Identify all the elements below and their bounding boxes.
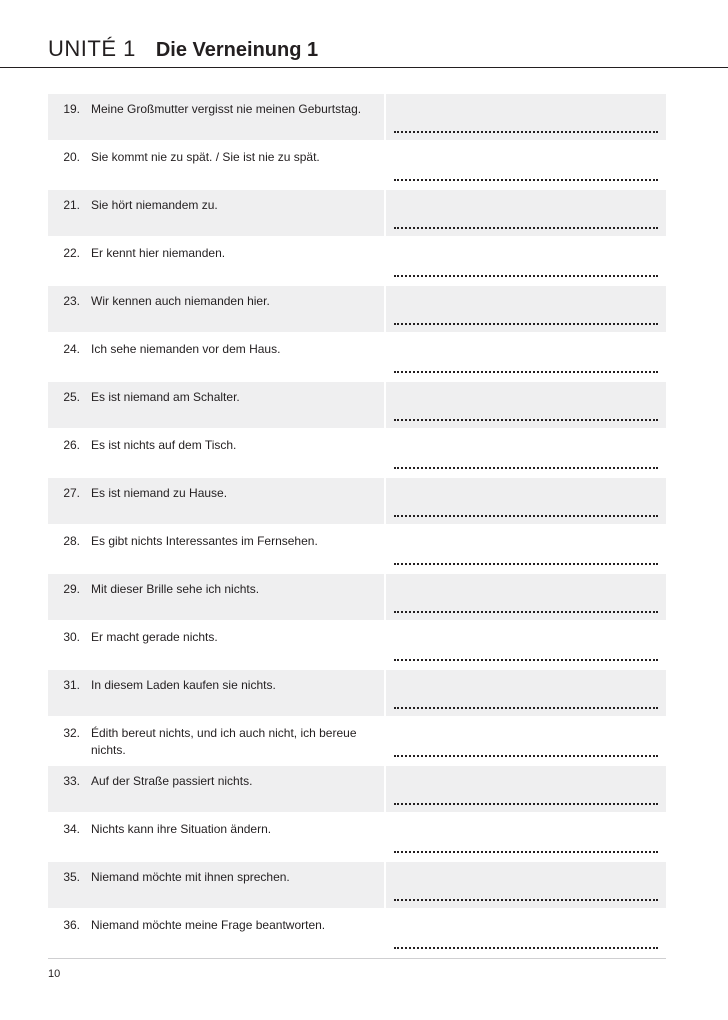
exercise-sentence: Wir kennen auch niemanden hier.	[91, 294, 270, 308]
unit-label: UNITÉ 1	[48, 36, 136, 61]
answer-dotted-line[interactable]	[394, 707, 658, 709]
exercise-number: 36.	[63, 918, 80, 932]
exercise-sentence-cell	[48, 238, 384, 284]
exercise-row	[48, 140, 666, 188]
exercise-row	[48, 92, 666, 140]
exercise-row	[48, 764, 666, 812]
exercise-sentence: Sie kommt nie zu spät. / Sie ist nie zu spät.	[91, 150, 320, 164]
exercise-number: 31.	[63, 678, 80, 692]
exercise-sentence: Er kennt hier niemanden.	[91, 246, 226, 260]
exercise-row	[48, 284, 666, 332]
answer-cell[interactable]	[386, 766, 666, 812]
exercise-sentence-cell	[48, 286, 384, 332]
exercise-sentence-cell	[48, 382, 384, 428]
exercise-row	[48, 908, 666, 956]
answer-dotted-line[interactable]	[394, 947, 658, 949]
exercise-number: 28.	[63, 534, 80, 548]
answer-cell[interactable]	[386, 190, 666, 236]
exercise-sentence: In diesem Laden kaufen sie nichts.	[91, 678, 276, 692]
exercise-sentence-cell	[48, 142, 384, 188]
exercise-sentence: Es gibt nichts Interessantes im Fernsehen.	[91, 534, 318, 548]
answer-dotted-line[interactable]	[394, 899, 658, 901]
exercise-number: 25.	[63, 390, 80, 404]
answer-cell[interactable]	[386, 238, 666, 284]
answer-cell[interactable]	[386, 478, 666, 524]
exercise-row	[48, 428, 666, 476]
exercise-sentence: Niemand möchte mit ihnen sprechen.	[91, 870, 290, 884]
exercise-row	[48, 716, 666, 764]
exercise-row	[48, 332, 666, 380]
answer-dotted-line[interactable]	[394, 371, 658, 373]
exercise-sentence-cell	[48, 814, 384, 860]
answer-dotted-line[interactable]	[394, 275, 658, 277]
answer-dotted-line[interactable]	[394, 227, 658, 229]
answer-dotted-line[interactable]	[394, 515, 658, 517]
exercise-number: 33.	[63, 774, 80, 788]
exercise-row	[48, 620, 666, 668]
exercise-sentence: Édith bereut nichts, und ich auch nicht, ich bereue nichts.	[91, 726, 357, 757]
exercise-table	[48, 92, 666, 956]
exercise-sentence-cell	[48, 670, 384, 716]
exercise-row	[48, 572, 666, 620]
exercise-number: 23.	[63, 294, 80, 308]
exercise-sentence: Es ist nichts auf dem Tisch.	[91, 438, 237, 452]
page-header	[48, 36, 318, 66]
exercise-sentence-cell	[48, 862, 384, 908]
answer-cell[interactable]	[386, 334, 666, 380]
exercise-number: 19.	[63, 102, 80, 116]
answer-cell[interactable]	[386, 382, 666, 428]
answer-dotted-line[interactable]	[394, 179, 658, 181]
answer-dotted-line[interactable]	[394, 467, 658, 469]
exercise-row	[48, 236, 666, 284]
exercise-number: 26.	[63, 438, 80, 452]
exercise-number: 34.	[63, 822, 80, 836]
answer-cell[interactable]	[386, 286, 666, 332]
exercise-sentence-cell	[48, 334, 384, 380]
answer-cell[interactable]	[386, 430, 666, 476]
exercise-sentence: Mit dieser Brille sehe ich nichts.	[91, 582, 260, 596]
exercise-row	[48, 860, 666, 908]
exercise-sentence: Niemand möchte meine Frage beantworten.	[91, 918, 326, 932]
header-divider	[0, 67, 728, 68]
answer-cell[interactable]	[386, 142, 666, 188]
answer-dotted-line[interactable]	[394, 131, 658, 133]
exercise-sentence: Er macht gerade nichts.	[91, 630, 218, 644]
exercise-sentence-cell	[48, 190, 384, 236]
exercise-number: 22.	[63, 246, 80, 260]
exercise-row	[48, 188, 666, 236]
exercise-sentence: Ich sehe niemanden vor dem Haus.	[91, 342, 281, 356]
answer-cell[interactable]	[386, 718, 666, 764]
exercise-row	[48, 380, 666, 428]
exercise-sentence-cell	[48, 478, 384, 524]
exercise-sentence: Nichts kann ihre Situation ändern.	[91, 822, 272, 836]
exercise-number: 32.	[63, 726, 80, 740]
table-bottom-divider	[48, 958, 666, 959]
exercise-number: 21.	[63, 198, 80, 212]
exercise-number: 35.	[63, 870, 80, 884]
answer-cell[interactable]	[386, 622, 666, 668]
exercise-sentence: Sie hört niemandem zu.	[91, 198, 218, 212]
answer-cell[interactable]	[386, 670, 666, 716]
exercise-number: 20.	[63, 150, 80, 164]
answer-dotted-line[interactable]	[394, 755, 658, 757]
exercise-sentence-cell	[48, 766, 384, 812]
answer-cell[interactable]	[386, 814, 666, 860]
answer-cell[interactable]	[386, 910, 666, 956]
exercise-number: 27.	[63, 486, 80, 500]
exercise-number: 29.	[63, 582, 80, 596]
exercise-sentence-cell	[48, 574, 384, 620]
page-number: 10	[48, 968, 61, 980]
answer-dotted-line[interactable]	[394, 659, 658, 661]
exercise-row	[48, 668, 666, 716]
answer-dotted-line[interactable]	[394, 611, 658, 613]
exercise-row	[48, 812, 666, 860]
exercise-sentence: Es ist niemand am Schalter.	[91, 390, 240, 404]
exercise-sentence-cell	[48, 430, 384, 476]
answer-dotted-line[interactable]	[394, 419, 658, 421]
exercise-sentence: Auf der Straße passiert nichts.	[91, 774, 253, 788]
answer-cell[interactable]	[386, 862, 666, 908]
exercise-number: 30.	[63, 630, 80, 644]
exercise-sentence: Es ist niemand zu Hause.	[91, 486, 228, 500]
exercise-sentence-cell	[48, 526, 384, 572]
answer-dotted-line[interactable]	[394, 563, 658, 565]
exercise-sentence-cell	[48, 910, 384, 956]
exercise-sentence-cell	[48, 94, 384, 140]
answer-cell[interactable]	[386, 526, 666, 572]
exercise-sentence-cell	[48, 622, 384, 668]
exercise-row	[48, 524, 666, 572]
answer-dotted-line[interactable]	[394, 323, 658, 325]
exercise-sentence: Meine Großmutter vergisst nie meinen Geburtstag.	[91, 102, 362, 116]
exercise-number: 24.	[63, 342, 80, 356]
answer-dotted-line[interactable]	[394, 851, 658, 853]
answer-cell[interactable]	[386, 94, 666, 140]
exercise-sentence-cell	[48, 718, 384, 764]
answer-cell[interactable]	[386, 574, 666, 620]
page-title: Die Verneinung 1	[155, 39, 319, 61]
exercise-row	[48, 476, 666, 524]
answer-dotted-line[interactable]	[394, 803, 658, 805]
